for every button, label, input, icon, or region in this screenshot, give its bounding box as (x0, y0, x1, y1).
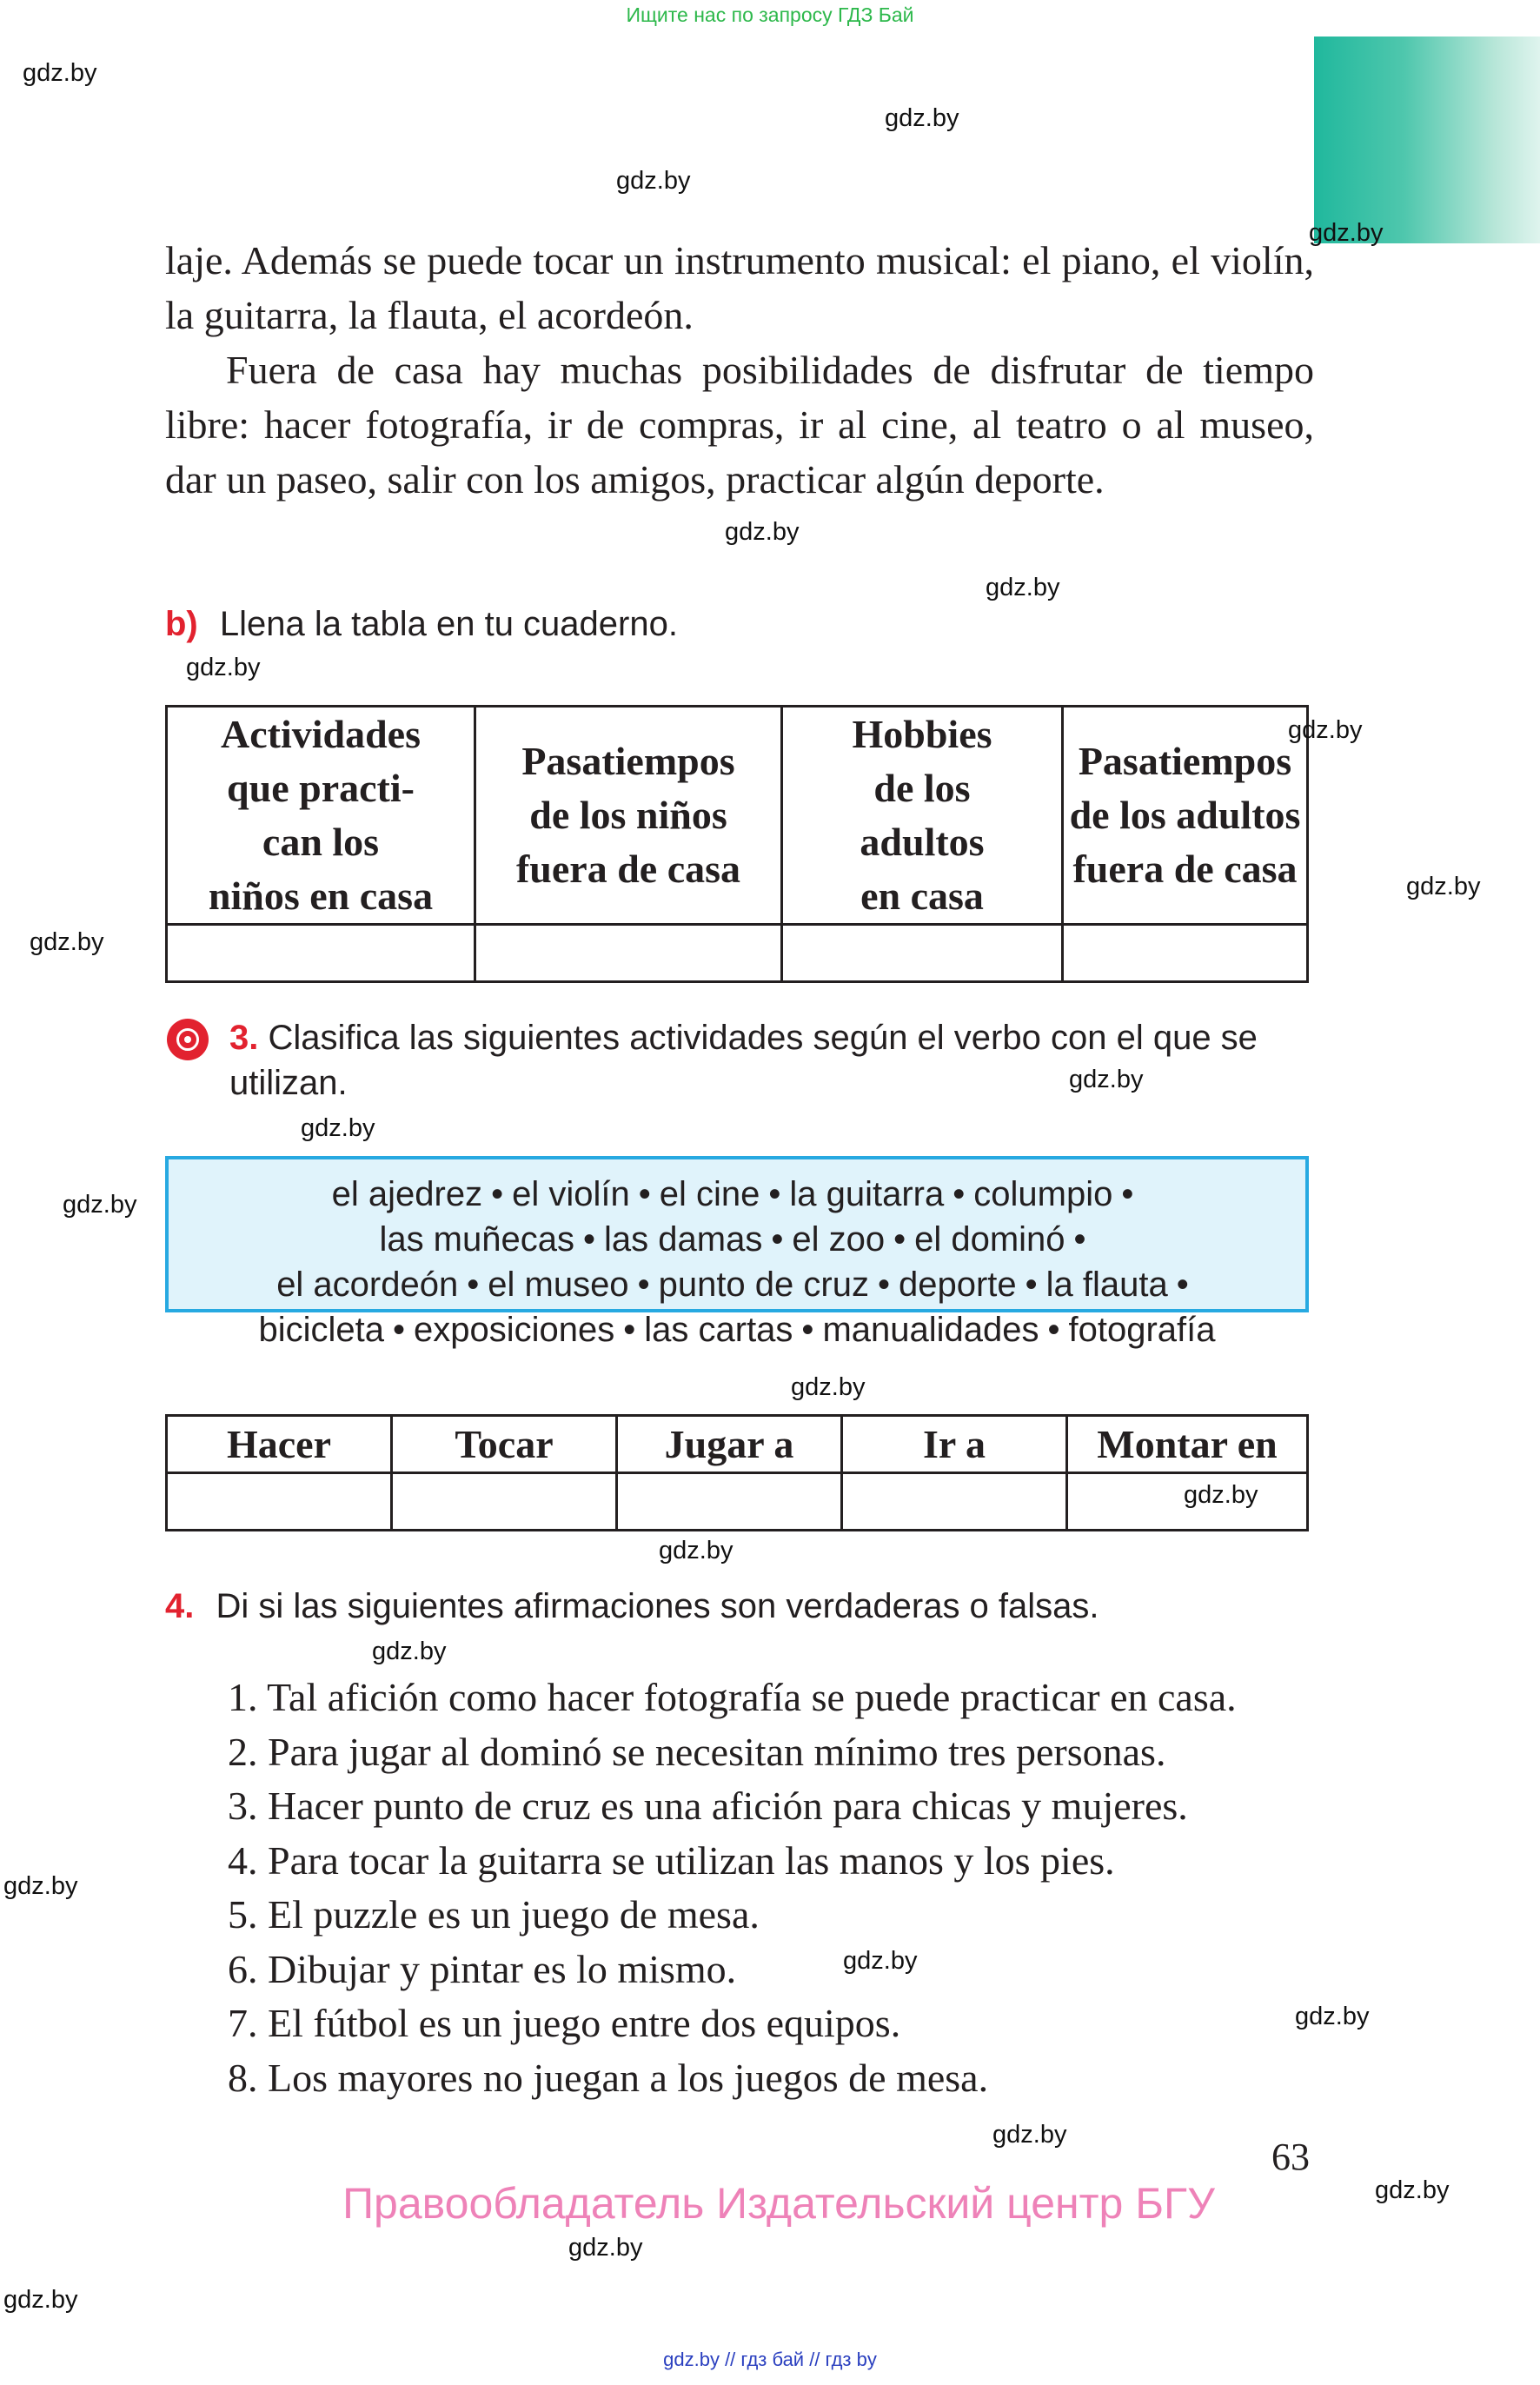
activities-header-1: Actividades que practi- can los niños en casa (167, 707, 475, 925)
task-4-text: Di si las siguientes afirmaciones son verdaderas o falsas. (216, 1587, 1099, 1625)
statement-item: 5. El puzzle es un juego de mesa. (228, 1892, 760, 1937)
verbs-cell (392, 1473, 617, 1531)
watermark[interactable]: gdz.by (843, 1947, 918, 1975)
activities-header-4: Pasatiempos de los adultos fuera de casa (1063, 707, 1308, 925)
watermark[interactable]: gdz.by (30, 928, 104, 956)
watermark[interactable]: gdz.by (1406, 873, 1481, 900)
rights-holder: Правообладатель Издательский центр БГУ (342, 2179, 1215, 2228)
task-3 (229, 1015, 1316, 1106)
watermark[interactable]: gdz.by (1184, 1481, 1258, 1509)
statement-item: 2. Para jugar al dominó se necesitan mínimo tres personas. (228, 1729, 1166, 1774)
watermark[interactable]: gdz.by (23, 59, 97, 87)
watermark[interactable]: gdz.by (1375, 2176, 1450, 2204)
activities-cell (167, 925, 475, 982)
watermark[interactable]: gdz.by (186, 654, 261, 681)
activities-cell (1063, 925, 1308, 982)
intro-paragraph (165, 233, 1314, 507)
task-b (165, 601, 678, 647)
statement-item: 7. El fútbol es un juego entre dos equipos. (228, 2001, 901, 2045)
statement-item: 8. Los mayores no juegan a los juegos de mesa. (228, 2055, 989, 2100)
statement-item: 4. Para tocar la guitarra se utilizan las manos y los pies. (228, 1837, 1115, 1883)
word-row: el ajedrez • el violín • el cine • la guitarra • columpio • (331, 1175, 1134, 1213)
watermark[interactable]: gdz.by (992, 2121, 1067, 2149)
watermark[interactable]: gdz.by (301, 1114, 375, 1142)
watermark[interactable]: gdz.by (1069, 1066, 1144, 1093)
watermark[interactable]: gdz.by (791, 1373, 866, 1401)
watermark[interactable]: gdz.by (659, 1537, 733, 1565)
verbs-cell (167, 1473, 392, 1531)
activities-cell (782, 925, 1063, 982)
watermark[interactable]: gdz.by (372, 1638, 447, 1665)
intro-line-2: Fuera de casa hay muchas posibilidades de disfrutar de tiempo libre: hacer fotografía, ir de compras, ir al cine, al teatro o al museo, dar un paseo, salir con los amigos, practicar algún deporte. (165, 348, 1314, 502)
corner-gradient-decoration (1314, 37, 1540, 243)
statements-list (228, 1671, 1237, 2105)
watermark[interactable]: gdz.by (1288, 716, 1363, 744)
watermark[interactable]: gdz.by (616, 167, 691, 195)
verb-header-hacer: Hacer (167, 1416, 392, 1473)
word-row: bicicleta • exposiciones • las cartas • manualidades • fotografía (258, 1311, 1216, 1349)
top-banner[interactable]: Ищите нас по запросу ГДЗ Бай (626, 3, 914, 26)
watermark[interactable]: gdz.by (3, 2286, 78, 2314)
task-3-text: Clasifica las siguientes actividades según el verbo con el que se utilizan. (229, 1019, 1258, 1102)
task-b-label: b) (165, 605, 198, 643)
intro-line-1: laje. Además se puede tocar un instrumento musical: el piano, el violín, la guitarra, la flauta, el acordeón. (165, 238, 1314, 337)
watermark[interactable]: gdz.by (1295, 2003, 1370, 2030)
activities-cell (475, 925, 782, 982)
word-row: las muñecas • las damas • el zoo • el dominó • (379, 1220, 1086, 1259)
verb-header-ir: Ir a (842, 1416, 1067, 1473)
verbs-cell (842, 1473, 1067, 1531)
verbs-cell (617, 1473, 842, 1531)
activities-table (165, 705, 1309, 983)
watermark[interactable]: gdz.by (885, 104, 959, 132)
task-b-text: Llena la tabla en tu cuaderno. (219, 605, 678, 643)
word-row: el acordeón • el museo • punto de cruz • deporte • la flauta • (276, 1266, 1189, 1304)
statement-item: 3. Hacer punto de cruz es una afición para chicas y mujeres. (228, 1784, 1188, 1828)
watermark[interactable]: gdz.by (725, 518, 800, 546)
verb-header-tocar: Tocar (392, 1416, 617, 1473)
task-3-number: 3. (229, 1019, 259, 1057)
statement-item: 1. Tal afición como hacer fotografía se puede practicar en casa. (228, 1675, 1237, 1719)
watermark[interactable]: gdz.by (986, 574, 1060, 601)
audio-disc-icon[interactable] (167, 1019, 209, 1060)
watermark[interactable]: gdz.by (3, 1872, 78, 1900)
statement-item: 6. Dibujar y pintar es lo mismo. (228, 1946, 737, 1991)
verb-header-montar: Montar en (1067, 1416, 1308, 1473)
watermark[interactable]: gdz.by (63, 1191, 137, 1219)
activities-header-2: Pasatiempos de los niños fuera de casa (475, 707, 782, 925)
verb-header-jugar: Jugar a (617, 1416, 842, 1473)
watermark[interactable]: gdz.by (1309, 219, 1384, 247)
activities-header-3: Hobbies de los adultos en casa (782, 707, 1063, 925)
task-4 (165, 1584, 1099, 1629)
bottom-banner[interactable]: gdz.by // гдз бай // гдз by (663, 2348, 877, 2370)
watermark[interactable]: gdz.by (568, 2234, 643, 2262)
task-4-number: 4. (165, 1587, 195, 1625)
verbs-table (165, 1414, 1309, 1531)
word-box (165, 1156, 1309, 1349)
page-number: 63 (1271, 2136, 1310, 2178)
